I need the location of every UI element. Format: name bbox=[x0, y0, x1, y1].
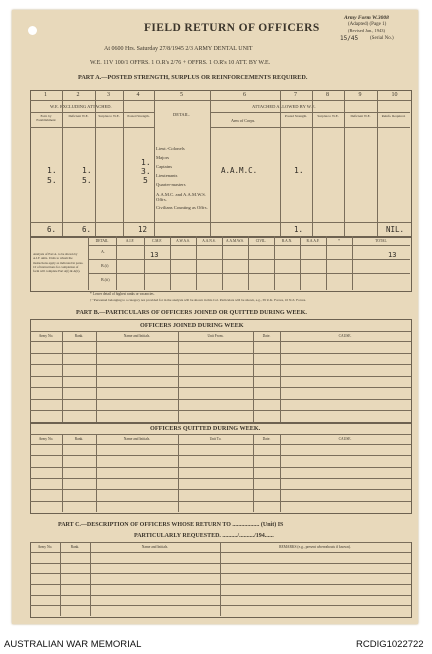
part-a-rule bbox=[210, 112, 410, 113]
quitted-header: CAUSE. bbox=[338, 437, 352, 441]
quitted-title: OFFICERS QUITTED DURING WEEK. bbox=[150, 425, 261, 432]
detail-item: Captains bbox=[156, 164, 173, 169]
part-a-column-rule bbox=[62, 90, 63, 236]
total-col4: 12 bbox=[138, 225, 148, 234]
part-a-column-rule bbox=[312, 90, 313, 236]
row1-col4: 1. bbox=[141, 158, 151, 167]
analysis-header: A.W.A.S. bbox=[176, 239, 190, 243]
quitted-header: Unit To. bbox=[209, 437, 222, 441]
joined-row-rule bbox=[30, 387, 411, 388]
part-c-header: Name and Initials. bbox=[141, 545, 169, 549]
part-a-rule bbox=[30, 112, 154, 113]
part-a-column-rule bbox=[123, 90, 124, 236]
part-c-header-rule bbox=[30, 552, 411, 553]
quitted-row-rule bbox=[30, 489, 411, 490]
column-header: Reinfs. Required. bbox=[381, 114, 406, 118]
part-a-column-rule bbox=[344, 90, 345, 236]
part-c-row-rule bbox=[30, 563, 411, 564]
total-col7: 1. bbox=[294, 225, 304, 234]
detail-item: Lieutenants bbox=[156, 173, 178, 178]
part-a-rule bbox=[30, 222, 411, 223]
quitted-row-rule bbox=[30, 467, 411, 468]
form-id: Army Form W.3008 bbox=[344, 15, 389, 21]
analysis-header: * bbox=[338, 239, 340, 243]
row1-col1: 1. bbox=[47, 166, 57, 175]
analysis-header: A.A.N.S. bbox=[202, 239, 216, 243]
part-c-table bbox=[30, 542, 412, 618]
form-revised: (Revised Jan., 1943) bbox=[348, 28, 385, 33]
footnote-1: * Lower detail of highest ranks or vacancies. bbox=[90, 292, 155, 296]
row1-col7: 1. bbox=[294, 166, 304, 175]
column-header: Posted Strength. bbox=[127, 114, 150, 118]
analysis-header: TOTAL bbox=[375, 239, 387, 243]
footer-id: RCDIG1022722 bbox=[356, 639, 424, 650]
quitted-row-rule bbox=[30, 478, 411, 479]
joined-header-rule bbox=[30, 331, 411, 332]
column-number: 6 bbox=[243, 92, 246, 98]
analysis-note: Analysis of Part A. to be shown by A.I.F. units. Units to whom the instructions apply as indicated in paras. 10 of instructions for completion of form will complete Part A(i) & A(ii). bbox=[33, 252, 84, 274]
column-number: 5 bbox=[180, 92, 183, 98]
joined-header-rule bbox=[30, 341, 411, 342]
serial-value: 15/45 bbox=[340, 35, 359, 42]
part-c-row-rule bbox=[30, 605, 411, 606]
joined-row-rule bbox=[30, 376, 411, 377]
detail-item: A.A.M.C. and A.A.M.W.S. Offrs. bbox=[156, 192, 206, 202]
detail-item: Civilians Counting as Offrs. bbox=[156, 205, 208, 210]
quitted-header: Army No. bbox=[38, 437, 54, 441]
part-a-column-rule bbox=[154, 90, 155, 236]
detail-item: Quarter-masters bbox=[156, 182, 186, 187]
analysis-header: R.A.N. bbox=[281, 239, 293, 243]
at-line: At 0600 Hrs. Saturday 27/8/1945 2/3 ARMY DENTAL UNIT bbox=[104, 46, 253, 52]
joined-header: Army No. bbox=[38, 334, 54, 338]
analysis-header: R.A.A.F. bbox=[306, 239, 320, 243]
analysis-header: A.I.F. bbox=[125, 239, 135, 243]
part-a-rule bbox=[30, 127, 154, 128]
we-line: W.E. 11V 100/1 OFFRS. 1 O.R's 2/76 + OFFRS. 1 O.R's 10 ATT. BY W.E. bbox=[90, 60, 271, 66]
part-c-row-rule bbox=[30, 584, 411, 585]
joined-header: CAUSE. bbox=[338, 334, 352, 338]
quitted-header: Date. bbox=[262, 437, 271, 441]
form-title: FIELD RETURN OF OFFICERS bbox=[144, 22, 320, 34]
column-header: Deficient W.E. bbox=[350, 114, 371, 118]
group-right-label: ATTACHED ALLOWED BY W.E. bbox=[252, 104, 316, 109]
column-header: Estd. by Establishment bbox=[36, 114, 56, 122]
part-a-column-rule bbox=[95, 90, 96, 236]
part-a-column-rule bbox=[377, 90, 378, 236]
group-left-label: W.E. EXCLUDING ATTACHED. bbox=[50, 104, 112, 109]
quitted-row-rule bbox=[30, 501, 411, 502]
joined-title: OFFICERS JOINED DURING WEEK bbox=[140, 322, 244, 329]
footnote-2: † "Personnel belonging to a category not provided for in the analysis will be shown in this Col. Particulars will be shown, e.g., 39 U.K. Forces, 10 N.Z. Forces. bbox=[90, 298, 306, 302]
analysis-header: CIVIL. bbox=[255, 239, 267, 243]
column-number: 8 bbox=[326, 92, 329, 98]
part-a-column-rule bbox=[210, 90, 211, 236]
arm-header: Arm of Corps. bbox=[231, 118, 256, 123]
part-c-header-rule bbox=[30, 542, 411, 543]
quitted-row-rule bbox=[30, 455, 411, 456]
column-number: 3 bbox=[107, 92, 110, 98]
row2-col1: 5. bbox=[47, 176, 57, 185]
total-col2: 6. bbox=[82, 225, 92, 234]
quitted-header-rule bbox=[30, 444, 411, 445]
part-a-rule bbox=[210, 127, 410, 128]
column-number: 10 bbox=[391, 92, 398, 98]
joined-header: Rank. bbox=[74, 334, 84, 338]
column-header: Posted Strength. bbox=[284, 114, 308, 118]
analysis-row-label: B.(ii) bbox=[101, 277, 110, 282]
total-col1: 6. bbox=[47, 225, 57, 234]
joined-header: Unit From. bbox=[207, 334, 224, 338]
analysis-row-label: A. bbox=[101, 249, 105, 254]
joined-row-rule bbox=[30, 410, 411, 411]
part-a-column-rule bbox=[280, 90, 281, 236]
total-col10: NIL. bbox=[386, 225, 405, 234]
analysis-header: DETAIL bbox=[95, 239, 109, 243]
column-number: 9 bbox=[358, 92, 362, 98]
joined-header: Date. bbox=[262, 334, 271, 338]
part-b-title: PART B.—PARTICULARS OF OFFICERS JOINED OR QUITTED DURING WEEK. bbox=[76, 309, 307, 316]
part-a-rule bbox=[30, 100, 411, 101]
row2-col2: 5. bbox=[82, 176, 92, 185]
column-header: Deficient W.E. bbox=[68, 114, 89, 118]
footer-credit: AUSTRALIAN WAR MEMORIAL bbox=[4, 639, 142, 650]
analysis-header: C.M.F. bbox=[152, 239, 162, 243]
analysis-row-rule bbox=[88, 259, 410, 260]
analysis-row-rule bbox=[88, 273, 410, 274]
joined-header: Name and Initials. bbox=[123, 334, 151, 338]
joined-row-rule bbox=[30, 364, 411, 365]
joined-row-rule bbox=[30, 399, 411, 400]
part-a-title: PART A.—POSTED STRENGTH, SURPLUS OR REINFORCEMENTS REQUIRED. bbox=[78, 74, 308, 81]
quitted-header: Rank. bbox=[74, 437, 84, 441]
part-c-header: Army No. bbox=[37, 545, 53, 549]
arm-value: A.A.M.C. bbox=[221, 166, 258, 175]
analysis-row-rule bbox=[88, 245, 410, 246]
punch-hole bbox=[28, 26, 37, 35]
detail-item: Lieut.-Colonels bbox=[156, 146, 185, 151]
column-header: Surplus to W.E. bbox=[98, 114, 120, 118]
analysis-total-value: 13 bbox=[388, 251, 397, 259]
detail-header: DETAIL. bbox=[173, 112, 191, 117]
analysis-aif-value: 13 bbox=[150, 251, 159, 259]
row2-col4: 3. bbox=[141, 167, 151, 176]
joined-row-rule bbox=[30, 353, 411, 354]
serial-label: (Serial No.) bbox=[370, 36, 394, 41]
part-c-header: Rank. bbox=[70, 545, 80, 549]
column-number: 7 bbox=[294, 92, 297, 98]
column-number: 2 bbox=[76, 92, 80, 98]
part-c-header: REMARKS (e.g., present whereabouts if known). bbox=[279, 545, 351, 549]
form-adapted: (Adapted) (Page 1) bbox=[348, 22, 387, 27]
analysis-header: A.A.M.W.S. bbox=[226, 239, 244, 243]
part-c-row-rule bbox=[30, 573, 411, 574]
quitted-header: Name and Initials. bbox=[123, 437, 151, 441]
row1-col2: 1. bbox=[82, 166, 92, 175]
column-number: 1 bbox=[44, 92, 47, 98]
detail-item: Majors bbox=[156, 155, 170, 160]
column-header: Surplus to W.E. bbox=[317, 114, 339, 118]
part-c-row-rule bbox=[30, 595, 411, 596]
part-c-title: PART C.—DESCRIPTION OF OFFICERS WHOSE RETURN TO .................. (Unit) IS bbox=[58, 522, 284, 528]
quitted-header-rule bbox=[30, 434, 411, 435]
part-c-subtitle: PARTICULARLY REQUESTED. ........../........../194...... bbox=[134, 533, 274, 539]
row2-col4b: 5 bbox=[143, 176, 148, 185]
analysis-row-label: B.(i) bbox=[101, 263, 109, 268]
column-number: 4 bbox=[136, 92, 140, 98]
